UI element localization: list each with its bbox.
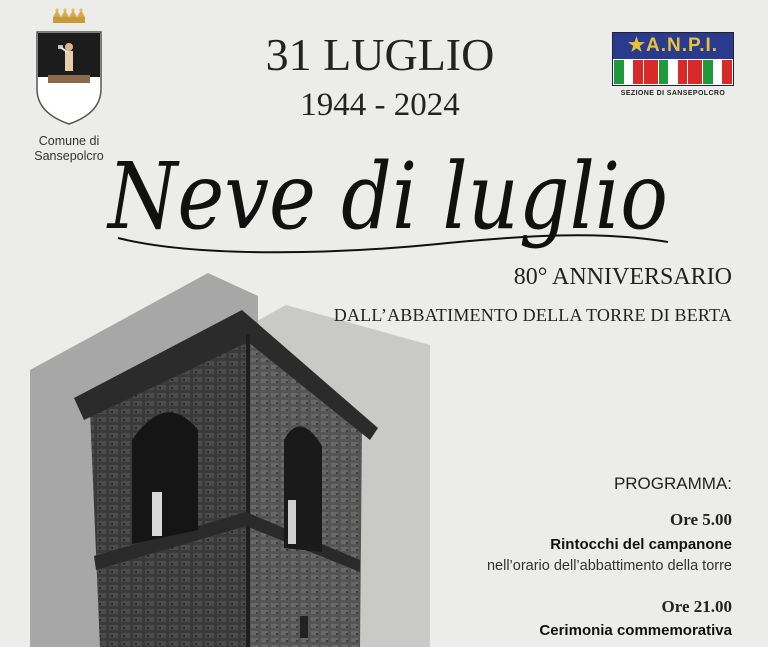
anpi-section: SEZIONE DI SANSEPOLCRO <box>620 90 726 97</box>
tower-window-left <box>132 412 198 544</box>
subtitle: DALL’ABBATIMENTO DELLA TORRE DI BERTA <box>333 305 732 325</box>
script-title-text: Neve di luglio <box>106 143 669 250</box>
crown-icon <box>51 8 87 24</box>
event-date: 31 LUGLIO <box>265 29 495 80</box>
event-2-time: Ore 21.00 <box>661 597 732 616</box>
anpi-acronym: ★A.N.P.I. <box>613 33 733 59</box>
star-icon: ★ <box>627 35 646 56</box>
event-1-title: Rintocchi del campanone <box>550 536 732 553</box>
program-heading: PROGRAMMA: <box>613 474 732 493</box>
event-1-desc: nell’orario dell’abbattimento della torre <box>486 558 732 574</box>
anniversary-label: 80° ANNIVERSARIO <box>513 264 732 290</box>
event-years: 1944 - 2024 <box>300 87 460 123</box>
comune-name-line2: Sansepolcro <box>34 149 104 163</box>
comune-name-line1: Comune di <box>38 134 100 148</box>
coat-of-arms-icon <box>36 31 102 125</box>
anpi-logo <box>612 32 734 97</box>
event-2-title: Cerimonia commemorativa <box>539 622 732 639</box>
italian-flags-icon <box>613 59 733 84</box>
event-1-time: Ore 5.00 <box>669 510 732 529</box>
script-title <box>78 130 698 270</box>
